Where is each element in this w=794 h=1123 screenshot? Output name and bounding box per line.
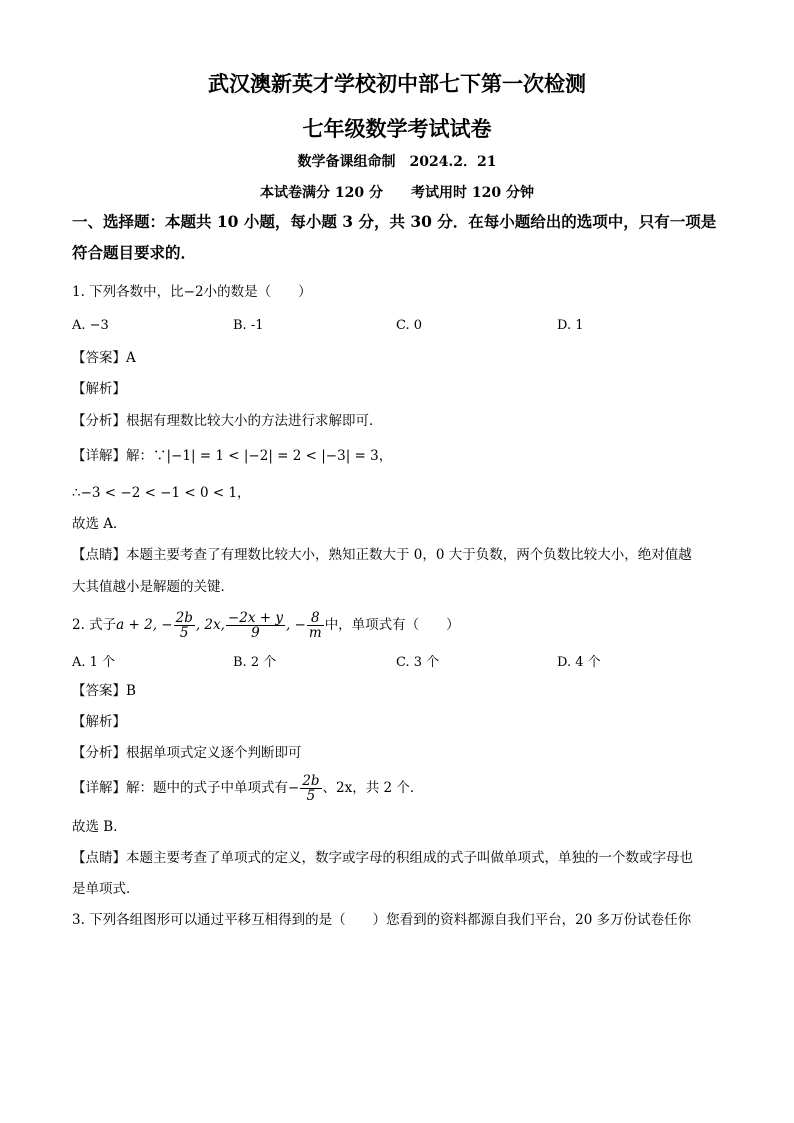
q1-analysis-label: 【解析】 (72, 381, 126, 397)
section1-heading-line2: 符合题目要求的． (72, 243, 197, 262)
q1-conclusion: ∴−3 < −2 < −1 < 0 < 1， (72, 485, 251, 501)
q2-frac3-den: m (308, 625, 322, 641)
q2-expr-c: , − (285, 617, 306, 633)
exam-title: 七年级数学考试试卷 (302, 116, 492, 141)
q2-detail (72, 773, 423, 803)
q2-detail-post: 、2x，共 2 个． (322, 780, 424, 796)
q2-dianjing-line1: 【点睛】本题主要考查了单项式的定义，数字或字母的积组成的式子叫做单项式，单独的一个数或字母也 (72, 850, 693, 866)
score-line: 本试卷满分 120 分 考试用时 120 分钟 (260, 185, 534, 201)
q1-option-a: A. −3 (72, 318, 109, 333)
q1-detail (72, 446, 392, 466)
q1-stem-pre: 1. 下列各数中，比 (72, 284, 184, 300)
q1-option-d: D. 1 (557, 318, 584, 333)
section1-heading-line1: 一、选择题：本题共 10 小题，每小题 3 分，共 30 分．在每小题给出的选项中，只有一项是 (72, 212, 717, 231)
q2-option-d: D. 4 个 (557, 655, 601, 670)
q2-fenxi: 【分析】根据单项式定义逐个判断即可 (72, 745, 302, 761)
q2-fraction-1 (174, 611, 195, 640)
q2-analysis-label: 【解析】 (72, 714, 126, 730)
q1-choice: 故选 A． (72, 516, 127, 532)
q1-detail-math: ∵|−1| = 1 < |−2| = 2 < |−3| = 3， (153, 448, 393, 464)
q1-stem (72, 282, 312, 302)
q3-watermark-text: 您看到的资料都源自我们平台，20 多万份试卷任你 (386, 912, 692, 928)
q1-detail-label: 【详解】解： (72, 448, 153, 464)
q1-answer: 【答案】A (72, 350, 136, 366)
q1-stem-post: 小的数是（ ） (203, 284, 312, 300)
q2-option-c: C. 3 个 (396, 655, 440, 670)
q2-frac2-num: −2x + y (227, 610, 283, 626)
q2-expr-a: a + 2, − (116, 617, 173, 633)
q1-option-b: B. -1 (233, 318, 264, 333)
q2-detail-frac-num: 2b (302, 773, 320, 789)
q2-dianjing-line2: 是单项式． (72, 881, 140, 897)
q2-choice: 故选 B． (72, 819, 127, 835)
q2-frac1-den: 5 (179, 625, 189, 641)
q2-detail-frac-den: 5 (306, 788, 316, 804)
q2-frac1-num: 2b (175, 610, 193, 626)
q2-expr-b: , 2x, (195, 617, 225, 633)
q2-stem (72, 610, 460, 640)
q1-option-c: C. 0 (396, 318, 423, 333)
q2-answer: 【答案】B (72, 683, 136, 699)
maker-line: 数学备课组命制 2024.2．21 (297, 154, 497, 170)
school-title: 武汉澳新英才学校初中部七下第一次检测 (208, 71, 586, 96)
q2-stem-pre: 2. 式子 (72, 617, 117, 633)
q2-option-b: B. 2 个 (233, 655, 277, 670)
q2-detail-pre: 【详解】解：题中的式子中单项式有− (72, 780, 300, 796)
q1-stem-number: −2 (183, 284, 204, 300)
q1-dianjing-line2: 大其值越小是解题的关键． (72, 579, 234, 595)
q1-dianjing-line1: 【点睛】本题主要考查了有理数比较大小，熟知正数大于 0，0 大于负数，两个负数比较大小，绝对值越 (72, 547, 692, 563)
q3-stem-text: 3. 下列各组图形可以通过平移互相得到的是（ ） (72, 912, 387, 928)
q3-stem (72, 910, 691, 930)
q2-fraction-2 (226, 611, 285, 640)
q2-frac3-num: 8 (307, 611, 324, 626)
q1-fenxi: 【分析】根据有理数比较大小的方法进行求解即可． (72, 413, 383, 429)
q2-frac2-den: 9 (251, 625, 260, 641)
q2-option-a: A. 1 个 (72, 655, 116, 670)
q2-detail-fraction (300, 774, 321, 803)
q2-fraction-3 (307, 611, 324, 640)
q2-stem-post: 中，单项式有（ ） (324, 617, 460, 633)
